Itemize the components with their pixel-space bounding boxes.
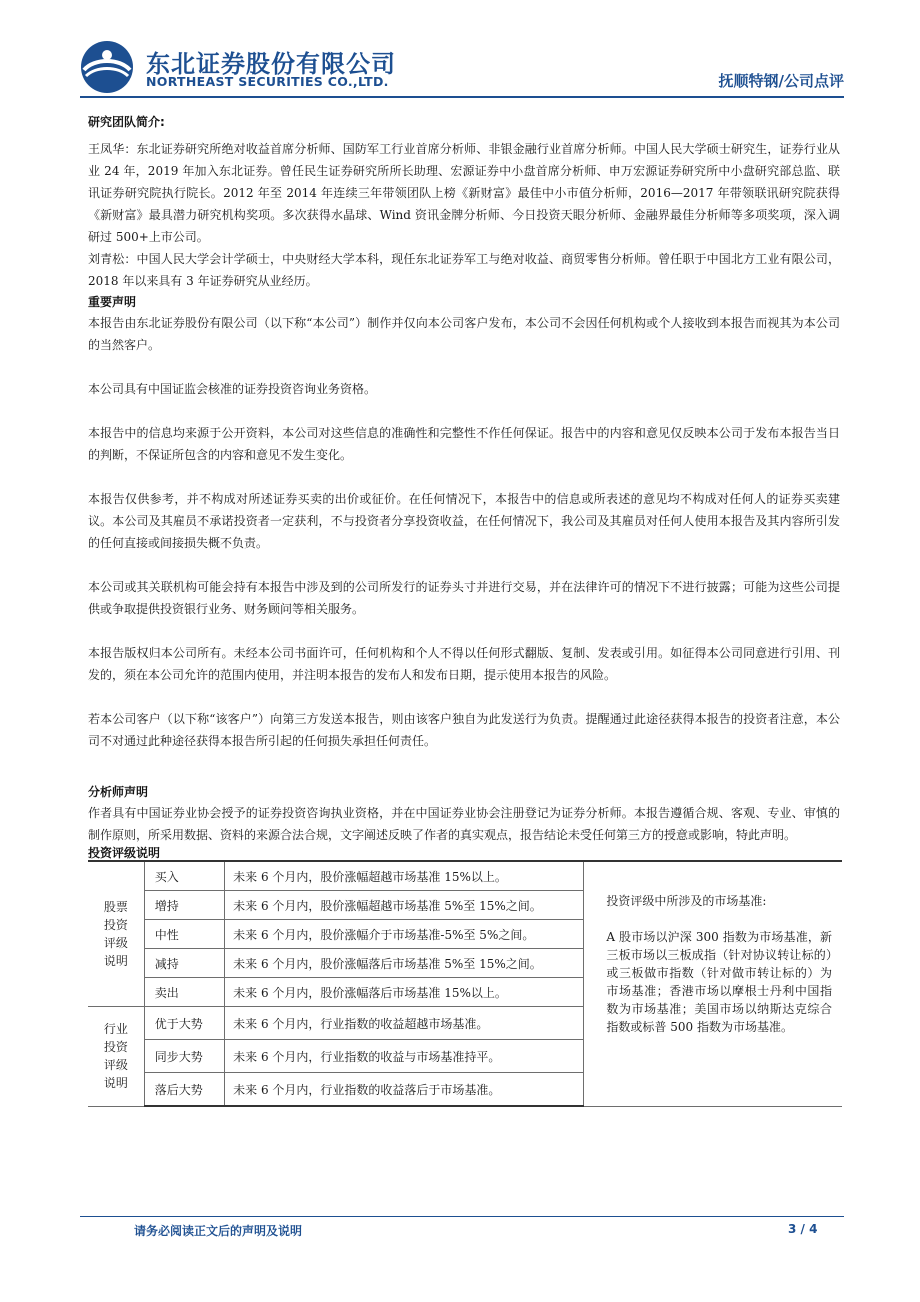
footer-notice: 请务必阅读正文后的声明及说明 <box>134 1224 303 1238</box>
footer-divider <box>80 1216 844 1217</box>
rating-name: 卖出 <box>144 978 224 1007</box>
market-benchmark-note <box>584 861 842 1106</box>
analyst-bio-liu: 刘青松：中国人民大学会计学硕士，中央财经大学本科，现任东北证券军工与绝对收益、商贸零售分析师。曾任职于中国北方工业有限公司，2018 年以来具有 3 年证券研究从业经历。 <box>88 252 840 288</box>
report-type-label: 抚顺特钢/公司点评 <box>718 72 844 90</box>
rating-section-title: 投资评级说明 <box>88 846 161 860</box>
disclaimer-paragraph: 本公司具有中国证监会核准的证券投资咨询业务资格。 <box>88 382 377 396</box>
header-divider <box>80 96 844 98</box>
rating-name: 同步大势 <box>144 1040 224 1073</box>
rating-description: 未来 6 个月内，股价涨幅落后市场基准 5%至 15%之间。 <box>225 949 584 978</box>
page-header <box>0 0 920 100</box>
rating-name: 减持 <box>144 949 224 978</box>
rating-description: 未来 6 个月内，股价涨幅超越市场基准 15%以上。 <box>225 861 584 891</box>
disclaimer-paragraph: 本报告仅供参考，并不构成对所述证券买卖的出价或征价。在任何情况下，本报告中的信息或所表述的意见均不构成对任何人的证券买卖建议。本公司及其雇员不承诺投资者一定获利，不与投资者分享投资收益，在任何情况下，我公司及其雇员对任何人使用本报告及其内容所引发的任何直接或间接损失概不负责。 <box>88 492 840 550</box>
page-number: 3 / 4 <box>788 1222 818 1236</box>
analyst-statement-title: 分析师声明 <box>88 785 149 799</box>
market-benchmark-title: 投资评级中所涉及的市场基准: <box>606 894 767 908</box>
disclaimer-title: 重要声明 <box>88 295 137 309</box>
market-benchmark-text: A 股市场以沪深 300 指数为市场基准，新三板市场以三板成指（针对协议转让标的）或三板做市指数（针对做市转让标的）为市场基准；香港市场以摩根士丹利中国指数为市场基准；美国市场以纳斯达克综合指数或标普 500 指数为市场基准。 <box>606 930 832 1034</box>
company-name-en: NORTHEAST SECURITIES CO.,LTD. <box>146 74 389 89</box>
analyst-bio-wang: 王凤华：东北证券研究所绝对收益首席分析师、国防军工行业首席分析师、非银金融行业首席分析师。中国人民大学硕士研究生，证券行业从业 24 年，2019 年加入东北证券。曾任民生证券研究所所长助理、宏源证券中小盘首席分析师、申万宏源证券研究所中小盘研究部总监、联讯证券研究院执行院长。2012 年至 2014 年连续三年带领团队上榜《新财富》最佳中小市值分析师，2016—2017 年带领联讯研究院获得《新财富》最具潜力研究机构奖项。多次获得水晶球、Wind 资讯金牌分析师、今日投资天眼分析师、金融界最佳分析师等多项奖项，深入调研过 500+上市公司。 <box>88 142 840 244</box>
stock-rating-group-label: 股票投资评级说明 <box>88 861 144 1007</box>
rating-description: 未来 6 个月内，股价涨幅介于市场基准-5%至 5%之间。 <box>225 920 584 949</box>
northeast-securities-logo-icon <box>80 40 134 94</box>
rating-description: 未来 6 个月内，行业指数的收益超越市场基准。 <box>225 1007 584 1040</box>
rating-description: 未来 6 个月内，行业指数的收益与市场基准持平。 <box>225 1040 584 1073</box>
company-name-cn: 东北证券股份有限公司 <box>146 50 396 78</box>
rating-description: 未来 6 个月内，股价涨幅落后市场基准 15%以上。 <box>225 978 584 1007</box>
rating-table <box>88 860 842 1107</box>
rating-name: 落后大势 <box>144 1073 224 1107</box>
disclaimer-paragraph: 本报告版权归本公司所有。未经本公司书面许可，任何机构和个人不得以任何形式翻版、复制、发表或引用。如征得本公司同意进行引用、刊发的，须在本公司允许的范围内使用，并注明本报告的发布人和发布日期，提示使用本报告的风险。 <box>88 646 840 682</box>
rating-name: 买入 <box>144 861 224 891</box>
disclaimer-paragraph: 本公司或其关联机构可能会持有本报告中涉及到的公司所发行的证券头寸并进行交易，并在法律许可的情况下不进行披露；可能为这些公司提供或争取提供投资银行业务、财务顾问等相关服务。 <box>88 580 840 616</box>
industry-rating-group-label: 行业投资评级说明 <box>88 1007 144 1107</box>
rating-name: 增持 <box>144 891 224 920</box>
table-row <box>88 861 842 891</box>
rating-name: 中性 <box>144 920 224 949</box>
analyst-statement-text: 作者具有中国证券业协会授予的证券投资咨询执业资格，并在中国证券业协会注册登记为证券分析师。本报告遵循合规、客观、专业、审慎的制作原则，所采用数据、资料的来源合法合规，文字阐述反映了作者的真实观点，报告结论未受任何第三方的授意或影响，特此声明。 <box>88 806 840 842</box>
rating-name: 优于大势 <box>144 1007 224 1040</box>
rating-description: 未来 6 个月内，行业指数的收益落后于市场基准。 <box>225 1073 584 1107</box>
disclaimer-paragraph: 若本公司客户（以下称“该客户”）向第三方发送本报告，则由该客户独自为此发送行为负责。提醒通过此途径获得本报告的投资者注意，本公司不对通过此种途径获得本报告所引起的任何损失承担任何责任。 <box>88 712 840 748</box>
disclaimer-paragraph: 本报告中的信息均来源于公开资料，本公司对这些信息的准确性和完整性不作任何保证。报告中的内容和意见仅反映本公司于发布本报告当日的判断，不保证所包含的内容和意见不发生变化。 <box>88 426 840 462</box>
report-content <box>88 108 840 846</box>
rating-description: 未来 6 个月内，股价涨幅超越市场基准 5%至 15%之间。 <box>225 891 584 920</box>
disclaimer-paragraph: 本报告由东北证券股份有限公司（以下称“本公司”）制作并仅向本公司客户发布，本公司不会因任何机构或个人接收到本报告而视其为本公司的当然客户。 <box>88 316 840 352</box>
team-section-title: 研究团队简介: <box>88 115 165 129</box>
